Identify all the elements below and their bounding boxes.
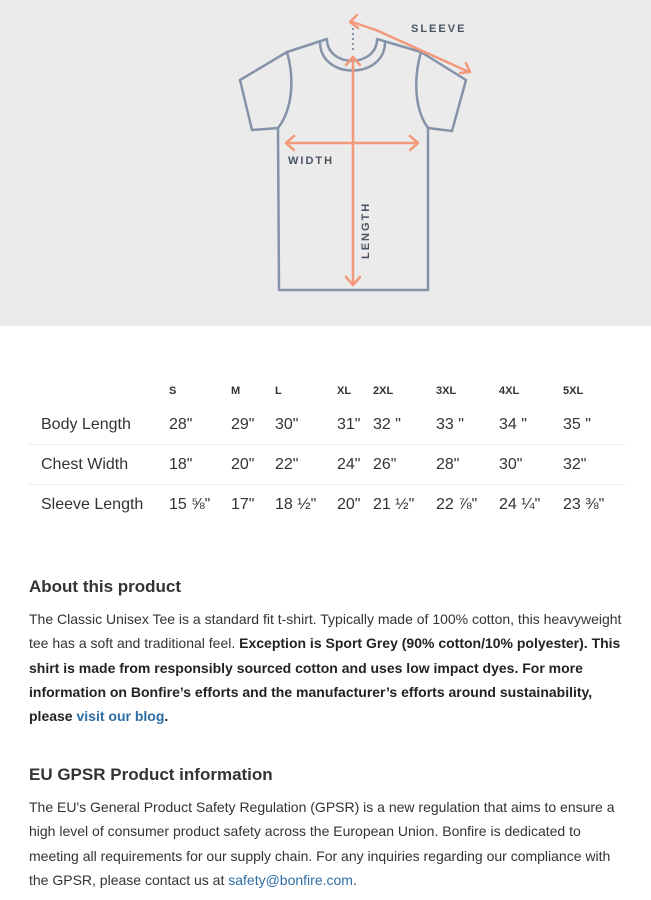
- about-text-bold: Exception is Sport Grey (90% cotton/10% polyester). This shirt is made from responsibly sourced cotton and uses low impact dyes. For more information on Bonfire’s efforts and the manufacturer’s efforts around sustainability, please: [29, 635, 621, 725]
- table-row: [29, 405, 625, 445]
- row-label-chest-width: Chest Width: [29, 445, 169, 485]
- table-cell: 29": [231, 405, 275, 445]
- length-arrow: [346, 57, 360, 285]
- table-cell: 28": [169, 405, 231, 445]
- table-cell: 28": [436, 445, 499, 485]
- header-empty: [29, 377, 169, 405]
- width-label: WIDTH: [288, 155, 335, 167]
- header-size-l: L: [275, 385, 282, 397]
- table-cell: 24": [337, 445, 373, 485]
- table-row: [29, 445, 625, 485]
- length-label: LENGTH: [360, 201, 372, 259]
- gpsr-text: [29, 795, 629, 892]
- table-cell: 18 ½": [275, 495, 317, 513]
- about-link-suffix: .: [164, 708, 169, 725]
- sleeve-label: SLEEVE: [411, 23, 467, 35]
- table-cell: 33 ": [436, 405, 499, 445]
- table-cell: 20": [231, 445, 275, 485]
- table-cell: 22": [275, 445, 337, 485]
- gpsr-suffix: .: [352, 871, 357, 888]
- header-size-5xl: 5XL: [563, 385, 584, 397]
- table-cell: 30": [499, 445, 563, 485]
- table-cell: 31": [337, 405, 373, 445]
- size-header-row: [29, 377, 625, 405]
- left-sleeve-seam: [278, 52, 291, 128]
- right-sleeve-seam: [416, 52, 428, 128]
- table-cell: 22 ⅞": [436, 495, 478, 513]
- size-chart-table: [29, 377, 625, 524]
- table-cell: 30": [275, 405, 337, 445]
- table-cell: 17": [231, 495, 255, 513]
- table-cell: 24 ¼": [499, 495, 541, 513]
- table-cell: 18": [169, 445, 231, 485]
- header-size-s: S: [169, 385, 177, 397]
- table-cell: 26": [373, 445, 436, 485]
- table-cell: 15 ⅝": [169, 495, 211, 513]
- header-size-xl: XL: [337, 385, 352, 397]
- gpsr-text-body: The EU's General Product Safety Regulation (GPSR) is a new regulation that aims to ensure a high level of consumer product safety across the European Union. Bonfire is dedicated to meeting all requirements for our supply chain. For any inquiries regarding our compliance with the GPSR, please contact us at: [29, 799, 615, 888]
- header-size-2xl: 2XL: [373, 385, 394, 397]
- about-title: About this product: [29, 577, 182, 596]
- header-size-4xl: 4XL: [499, 385, 520, 397]
- visit-blog-link[interactable]: visit our blog: [76, 708, 165, 725]
- row-label-body-length: Body Length: [29, 405, 169, 445]
- table-row: [29, 485, 625, 525]
- table-cell: 34 ": [499, 405, 563, 445]
- table-cell: 23 ⅜": [563, 495, 605, 513]
- header-size-m: M: [231, 385, 241, 397]
- table-cell: 20": [337, 495, 361, 513]
- header-size-3xl: 3XL: [436, 385, 457, 397]
- safety-email-link[interactable]: safety@bonfire.com: [228, 871, 353, 888]
- about-text: [29, 607, 629, 728]
- size-diagram: [0, 0, 651, 326]
- tshirt-diagram-svg: [0, 0, 651, 326]
- gpsr-title: EU GPSR Product information: [29, 765, 273, 784]
- table-cell: 32": [563, 445, 625, 485]
- table-cell: 21 ½": [373, 495, 415, 513]
- table-cell: 35 ": [563, 405, 625, 445]
- about-text-plain: The Classic Unisex Tee is a standard fit t-shirt. Typically made of 100% cotton, this heavyweight tee has a soft and traditional feel.: [29, 611, 622, 652]
- table-cell: 32 ": [373, 405, 436, 445]
- row-label-sleeve-length: Sleeve Length: [41, 495, 144, 513]
